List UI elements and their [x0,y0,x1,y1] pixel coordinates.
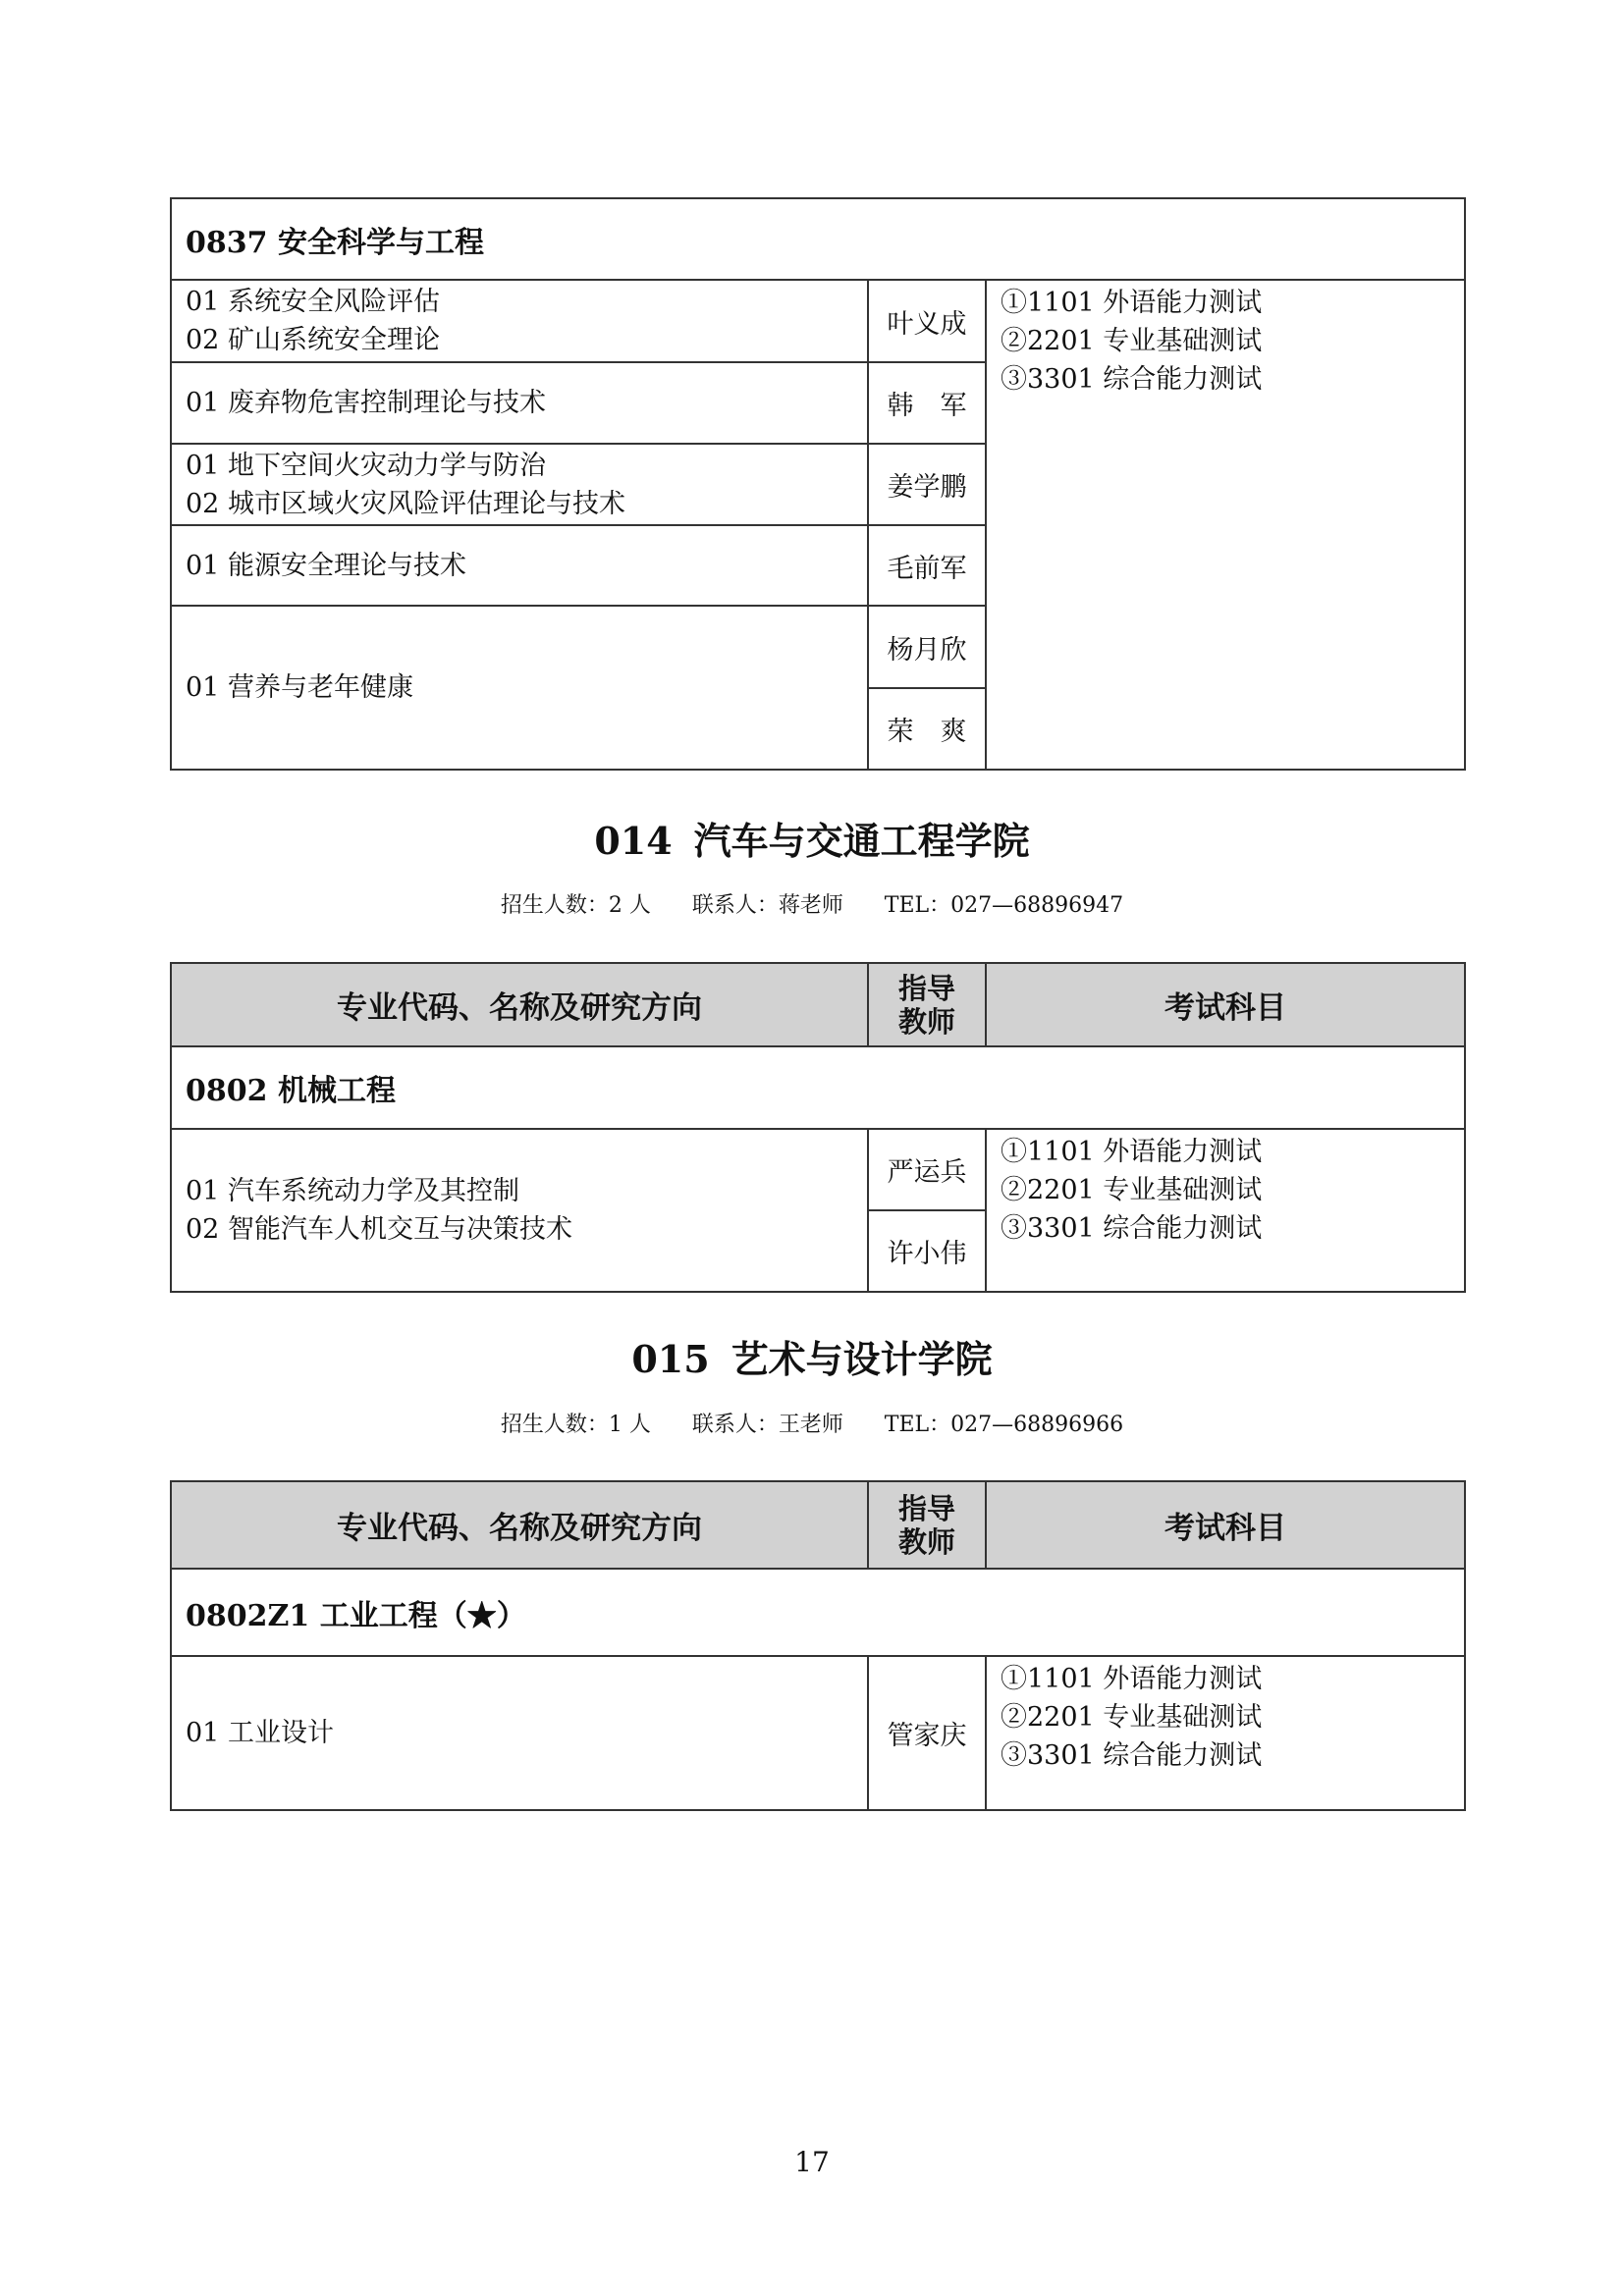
college-contact-014: 招生人数：2 人 联系人：蒋老师 TEL：027—68896947 [500,893,1124,918]
direction-cell [171,444,868,525]
header-tutor-line: 教师 [897,1524,955,1559]
program-table-0802 [170,962,1466,1293]
program-table-0802z1 [170,1480,1466,1811]
college-heading-014 [0,811,1624,865]
exam-line: ③3301 综合能力测试 [1001,1740,1263,1771]
tutor-name: 管家庆 [868,1656,986,1810]
direction-line: 01 废弃物危害控制理论与技术 [186,388,546,418]
header-direction: 专业代码、名称及研究方向 [171,963,868,1046]
header-exam: 考试科目 [986,1481,1465,1569]
exam-line: ②2201 专业基础测试 [1001,1702,1263,1733]
tutor-name: 姜学鹏 [868,444,986,525]
direction-cell [171,525,868,606]
exam-line: ②2201 专业基础测试 [1001,326,1263,356]
exam-line: ①1101 外语能力测试 [1001,1137,1263,1167]
header-tutor [868,1481,986,1569]
header-tutor [868,963,986,1046]
tutor-name: 毛前军 [868,525,986,606]
college-code: 014 [594,819,673,863]
exam-line: ①1101 外语能力测试 [1001,288,1263,318]
tutor-name: 许小伟 [868,1210,986,1292]
exam-line: ③3301 综合能力测试 [1001,364,1263,395]
direction-line: 02 智能汽车人机交互与决策技术 [186,1214,572,1245]
header-direction: 专业代码、名称及研究方向 [171,1481,868,1569]
tutor-name: 荣 爽 [868,688,986,770]
header-exam: 考试科目 [986,963,1465,1046]
exam-line: ③3301 综合能力测试 [1001,1213,1263,1244]
college-name: 汽车与交通工程学院 [693,819,1030,863]
direction-line: 01 工业设计 [186,1718,334,1748]
exam-subjects [986,280,1465,770]
exam-line: ②2201 专业基础测试 [1001,1175,1263,1205]
tutor-name: 韩 军 [868,362,986,444]
header-tutor-line: 指导 [897,1491,955,1525]
exam-line: ①1101 外语能力测试 [1001,1664,1263,1694]
program-table-0837 [170,197,1466,771]
major-title: 0802Z1 工业工程（★） [171,1569,1465,1656]
direction-line: 01 系统安全风险评估 [186,287,440,317]
direction-cell [171,280,868,362]
direction-line: 01 汽车系统动力学及其控制 [186,1176,519,1206]
direction-line: 02 城市区域火灾风险评估理论与技术 [186,488,625,519]
exam-subjects [986,1656,1465,1810]
header-tutor-line: 指导 [897,971,955,1005]
college-contact-015: 招生人数：1 人 联系人：王老师 TEL：027—68896966 [500,1413,1124,1437]
page-number: 17 [794,2146,830,2178]
direction-cell [171,362,868,444]
tutor-name: 叶义成 [868,280,986,362]
direction-line: 01 能源安全理论与技术 [186,550,466,581]
tutor-name: 杨月欣 [868,606,986,688]
direction-cell [171,1129,868,1292]
college-name: 艺术与设计学院 [731,1337,993,1381]
direction-line: 02 矿山系统安全理论 [186,325,440,355]
major-title: 0837 安全科学与工程 [171,198,1465,280]
direction-cell [171,606,868,770]
direction-line: 01 地下空间火灾动力学与防治 [186,450,546,481]
college-code: 015 [631,1337,710,1381]
direction-cell [171,1656,868,1810]
exam-subjects [986,1129,1465,1292]
college-heading-015 [0,1329,1624,1383]
direction-line: 01 营养与老年健康 [186,672,413,703]
header-tutor-line: 教师 [897,1004,955,1039]
tutor-name: 严运兵 [868,1129,986,1210]
major-title: 0802 机械工程 [171,1046,1465,1129]
